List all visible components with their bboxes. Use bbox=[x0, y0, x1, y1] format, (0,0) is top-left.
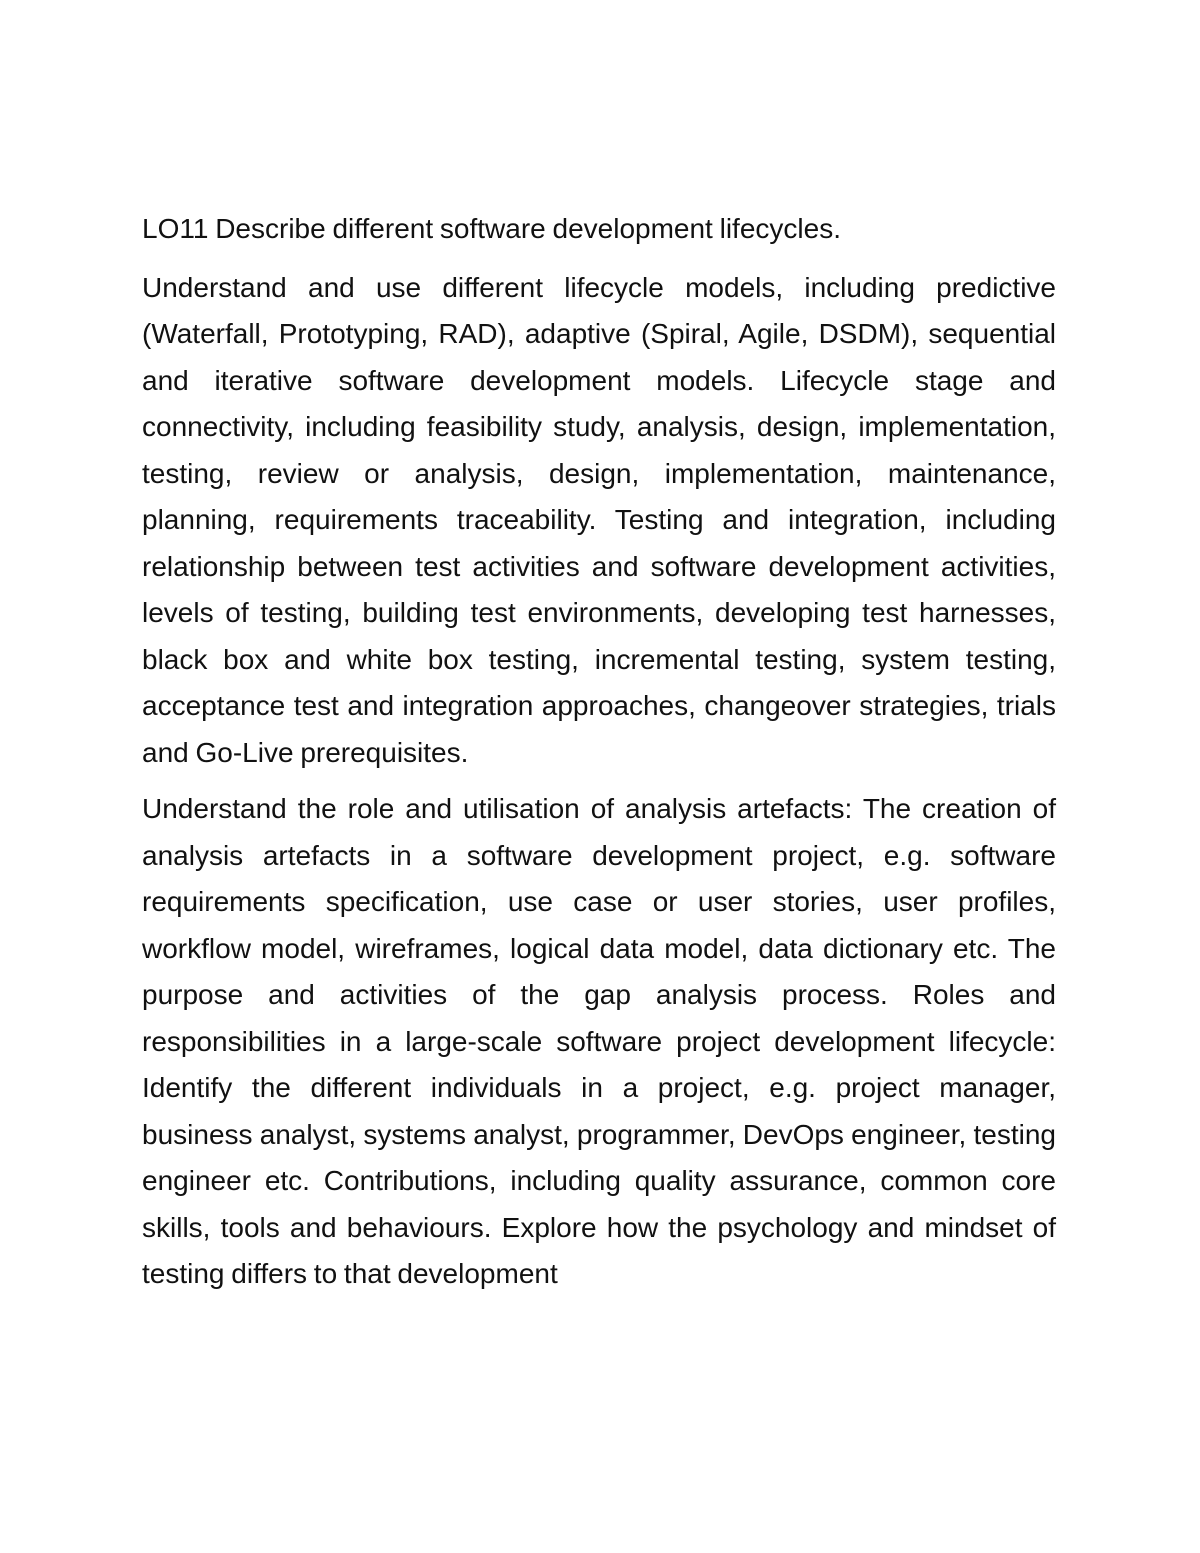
paragraph-lifecycle-models: Understand and use different lifecycle models, including predictive (Waterfall, Prototyping, RAD), adaptive (Spiral, Agile, DSDM), sequential and iterative software development models. Lifecycle stage and connectivity, including feasibility study, analysis, design, implementation, testing, review or analysis, design, implementation, maintenance, planning, requirements traceability. Testing and integration, including relationship between test activities and software development activities, levels of testing, building test environments, developing test harnesses, black box and white box testing, incremental testing, system testing, acceptance test and integration approaches, changeover strategies, trials and Go-Live prerequisites. bbox=[142, 271, 1056, 768]
document-body bbox=[142, 206, 1056, 1298]
learning-outcome-heading: LO11 Describe different software development lifecycles. bbox=[142, 213, 841, 244]
paragraph-analysis-artefacts: Understand the role and utilisation of analysis artefacts: The creation of analysis artefacts in a software development project, e.g. software requirements specification, use case or user stories, user profiles, workflow model, wireframes, logical data model, data dictionary etc. The purpose and activities of the gap analysis process. Roles and responsibilities in a large-scale software project development lifecycle: Identify the different individuals in a project, e.g. project manager, business analyst, systems analyst, programmer, DevOps engineer, testing engineer etc. Contributions, including quality assurance, common core skills, tools and behaviours. Explore how the psychology and mindset of testing differs to that development bbox=[142, 793, 1056, 1289]
